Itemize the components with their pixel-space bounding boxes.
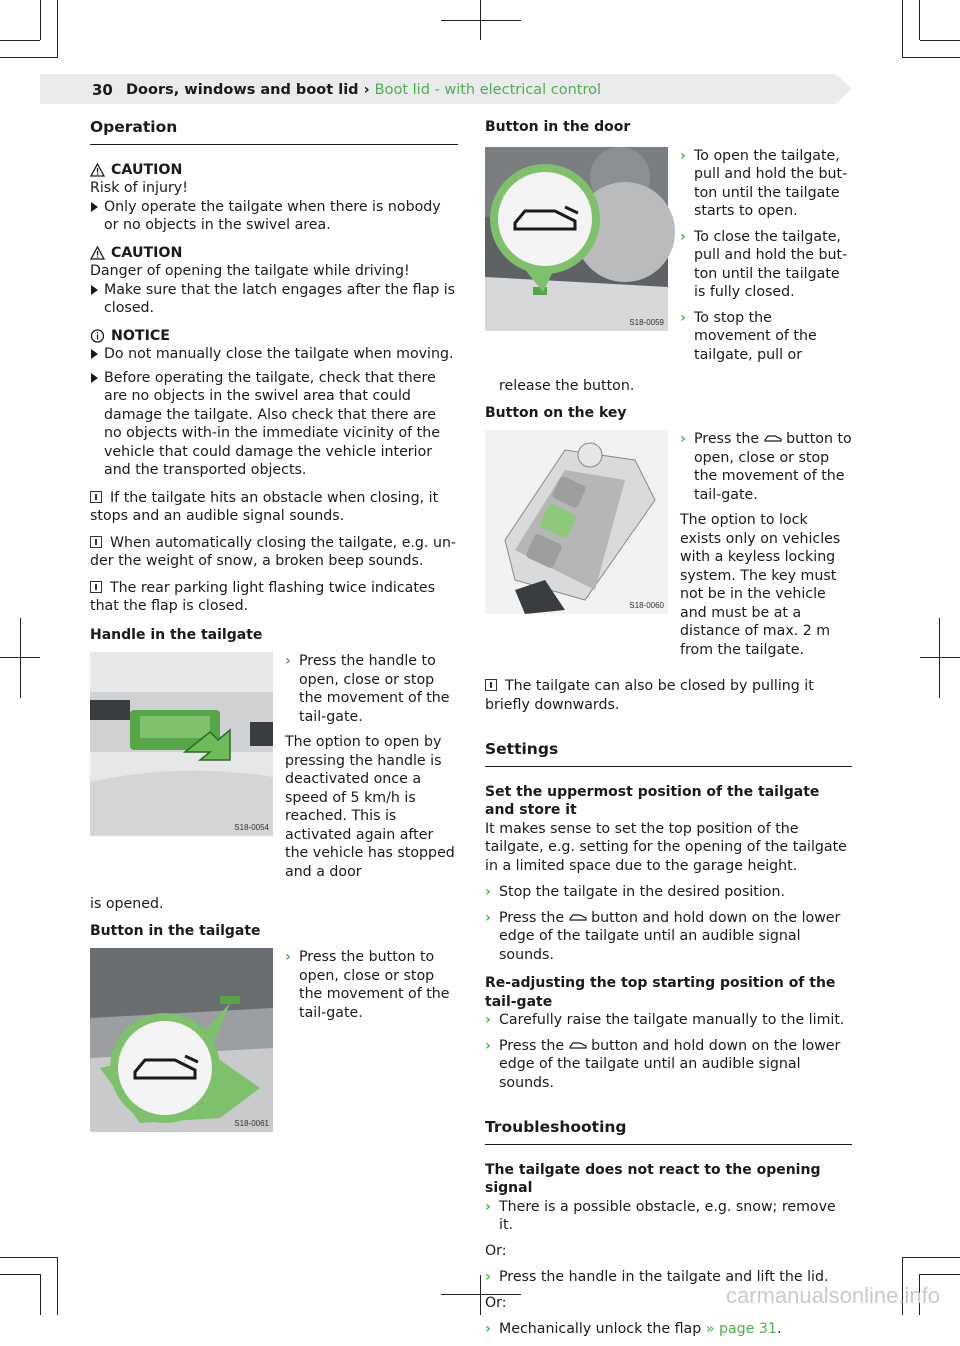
step-text: Press the button to open, close or stop the movement of the tail-gate. [299, 949, 450, 1021]
door-step [680, 147, 852, 221]
crop-mark [0, 40, 40, 41]
tailgate-handle-figure [90, 652, 273, 836]
button-tailgate-heading: Button in the tailgate [90, 922, 261, 939]
handle-heading: Handle in the tailgate [90, 626, 263, 643]
handle-para: The option to open by pressing the handle is deactivated once a speed of 5 km/h is reached. This is activated again after the vehicle has stopped and a door [285, 734, 455, 880]
step-text-post: . [776, 1321, 782, 1337]
or-text: Or: [485, 1242, 507, 1259]
tailgate-button-icon [569, 1041, 587, 1049]
note-text: If the tailgate hits an obstacle when closing, it stops and an audible signal sounds. [90, 489, 439, 524]
caution-header [90, 244, 458, 263]
troubleshooting-heading: Troubleshooting [485, 1118, 852, 1145]
key-figure-block [485, 430, 852, 667]
settings-step [485, 1011, 852, 1030]
note-text: The tailgate can also be closed by pulling it briefly downwards. [485, 678, 814, 713]
crop-mark [0, 1257, 58, 1258]
door-step [680, 309, 852, 365]
notice-label: NOTICE [111, 327, 170, 344]
door-button-illustration [485, 147, 668, 331]
tailgate-button-figure [90, 948, 273, 1132]
note-paragraph [90, 489, 458, 526]
crop-mark [920, 657, 960, 658]
key-heading: Button on the key [485, 404, 627, 421]
crop-mark [919, 0, 920, 40]
settings-heading: Settings [485, 740, 852, 767]
step-text: Press the handle in the tailgate and lift the lid. [499, 1269, 829, 1285]
crop-mark [920, 40, 960, 41]
crop-mark [40, 0, 41, 40]
settings-step [485, 1037, 852, 1093]
tailgate-button-illustration [90, 948, 273, 1132]
breadcrumb-section: Boot lid - with electrical control [374, 82, 601, 98]
step-text: There is a possible obstacle, e.g. snow; remove it. [499, 1198, 836, 1233]
crop-mark [20, 618, 21, 698]
crop-mark [0, 1274, 40, 1275]
page-link[interactable]: » page 31 [705, 1321, 777, 1337]
button-tailgate-figure-text [285, 948, 458, 1132]
settings-subheading: Re-adjusting the top starting position of the tail-gate [485, 975, 836, 1010]
chevron-icon: › [680, 309, 686, 326]
breadcrumb-chapter: Doors, windows and boot lid [126, 82, 359, 98]
warning-triangle-icon [90, 163, 105, 177]
step-text: To close the tailgate, pull and hold the but-ton until the tailgate is fully closed. [694, 228, 848, 300]
tailgate-handle-illustration [90, 652, 273, 836]
door-figure-text [680, 147, 852, 372]
handle-figure-block [90, 652, 458, 889]
chevron-icon: › [485, 884, 491, 900]
step-text-post: button and hold down on the lower edge of the tailgate until an audible signal sounds. [499, 909, 841, 963]
button-tailgate-figure-block [90, 948, 458, 1132]
note-paragraph [485, 677, 852, 714]
figure-code: S18-0059 [629, 317, 664, 327]
chevron-icon: › [680, 228, 686, 245]
step-text: Carefully raise the tailgate manually to the limit. [499, 1012, 845, 1028]
warning-triangle-icon [90, 246, 105, 260]
tailgate-button-icon [764, 434, 782, 442]
chevron-icon: › [485, 909, 491, 926]
settings-step [485, 883, 852, 902]
settings-step [485, 909, 852, 965]
chevron-icon: › [485, 1321, 491, 1337]
crop-mark [902, 57, 960, 58]
left-column [90, 118, 458, 1138]
caution-text: Risk of injury! [90, 180, 188, 196]
step-text-post: button to open, close or stop the movement of the tail-gate. [694, 431, 852, 503]
step-text: To open the tailgate, pull and hold the but-ton until the tailgate starts to open. [694, 147, 848, 219]
note-icon [90, 536, 102, 548]
crop-mark [939, 618, 940, 698]
note-icon [485, 679, 497, 691]
caution-item: Make sure that the latch engages after the flap is closed. [90, 281, 458, 318]
settings-para: It makes sense to set the top position of the tailgate, e.g. setting for the opening of the tailgate in a limited space due to the garage height. [485, 820, 847, 874]
crop-mark [480, 1275, 481, 1315]
caution-block-driving [90, 244, 458, 318]
note-text: When automatically closing the tailgate, e.g. un-der the weight of snow, a broken beep sounds. [90, 534, 457, 569]
notice-block [90, 327, 458, 480]
operation-heading: Operation [90, 118, 458, 145]
note-icon [90, 491, 102, 503]
crop-mark [57, 1257, 58, 1315]
figure-code: S18-0060 [629, 601, 664, 610]
caution-block-injury [90, 161, 458, 235]
caution-text: Danger of opening the tailgate while driving! [90, 263, 410, 279]
chevron-icon: › [680, 431, 686, 447]
key-para: The option to lock exists only on vehicles with a keyless locking system. The key must not be in the vehicle and must be at a distance of max. 2 m from the tailgate. [680, 512, 841, 658]
chevron-icon: › [485, 1037, 491, 1054]
caution-item: Only operate the tailgate when there is nobody or no objects in the swivel area. [90, 198, 458, 235]
right-column [485, 118, 852, 1346]
handle-para-cont: is opened. [90, 896, 164, 912]
crop-mark [40, 1274, 41, 1315]
notice-item: Before operating the tailgate, check that there are no objects in the swivel area that could damage the tailgate. Also check that there are no objects with-in the immediate vicinity of the vehicle that could damage the vehicle interior and the transported objects. [90, 369, 458, 480]
step-text: Press the handle to open, close or stop the movement of the tail-gate. [299, 653, 450, 725]
tailgate-button-icon [569, 913, 587, 921]
crop-mark [480, 0, 481, 40]
info-circle-icon [90, 329, 105, 343]
troubleshooting-step [485, 1198, 852, 1235]
door-button-figure [485, 147, 668, 331]
notice-header [90, 327, 458, 346]
or-text: Or: [485, 1294, 507, 1311]
chevron-icon: › [485, 1012, 491, 1028]
crop-mark [57, 0, 58, 58]
step-text: Stop the tailgate in the desired position. [499, 884, 785, 900]
chevron-icon: › [285, 653, 291, 669]
step-text-post: button and hold down on the lower edge of the tailgate until an audible signal sounds. [499, 1037, 841, 1091]
chevron-icon: › [285, 949, 291, 965]
notice-item: Do not manually close the tailgate when moving. [90, 345, 458, 364]
key-illustration [485, 430, 668, 614]
caution-label: CAUTION [111, 244, 183, 261]
note-paragraph [90, 579, 458, 616]
caution-header [90, 161, 458, 180]
chevron-icon: › [485, 1198, 491, 1215]
crop-mark [920, 1274, 960, 1275]
step-text-pre: Press the [499, 909, 565, 926]
button-tailgate-step [285, 948, 458, 1022]
door-step [680, 228, 852, 302]
troubleshooting-step [485, 1320, 852, 1339]
crop-mark [441, 20, 521, 21]
key-step [680, 430, 852, 504]
figure-code: S18-0061 [234, 1119, 269, 1128]
key-figure-text [680, 430, 852, 667]
crop-mark [0, 57, 58, 58]
chevron-icon: › [485, 1269, 491, 1285]
step-text-pre: Press the [694, 431, 760, 447]
step-text-pre: Press the [499, 1037, 565, 1054]
handle-figure-text [285, 652, 458, 889]
door-figure-block [485, 147, 852, 372]
chevron-icon: › [680, 147, 686, 164]
breadcrumb [126, 81, 601, 100]
key-button-figure [485, 430, 668, 614]
step-text-pre: Mechanically unlock the flap [499, 1321, 702, 1337]
door-step-cont: release the button. [499, 378, 635, 394]
crop-mark [902, 0, 903, 58]
figure-code: S18-0054 [234, 823, 269, 832]
watermark: carmanualsonline.info [725, 1282, 940, 1308]
crop-mark [902, 1257, 960, 1258]
step-text: To stop the movement of the tailgate, pull or [694, 309, 817, 363]
door-heading: Button in the door [485, 119, 631, 135]
troubleshooting-subheading: The tailgate does not react to the opening signal [485, 1161, 821, 1196]
caution-label: CAUTION [111, 161, 183, 178]
note-icon [90, 581, 102, 593]
settings-subheading: Set the uppermost position of the tailgate and store it [485, 783, 820, 818]
handle-step [285, 652, 458, 726]
page-number: 30 [92, 81, 113, 99]
note-text: The rear parking light flashing twice indicates that the flap is closed. [90, 579, 436, 614]
note-paragraph [90, 534, 458, 571]
breadcrumb-separator: › [363, 82, 370, 98]
